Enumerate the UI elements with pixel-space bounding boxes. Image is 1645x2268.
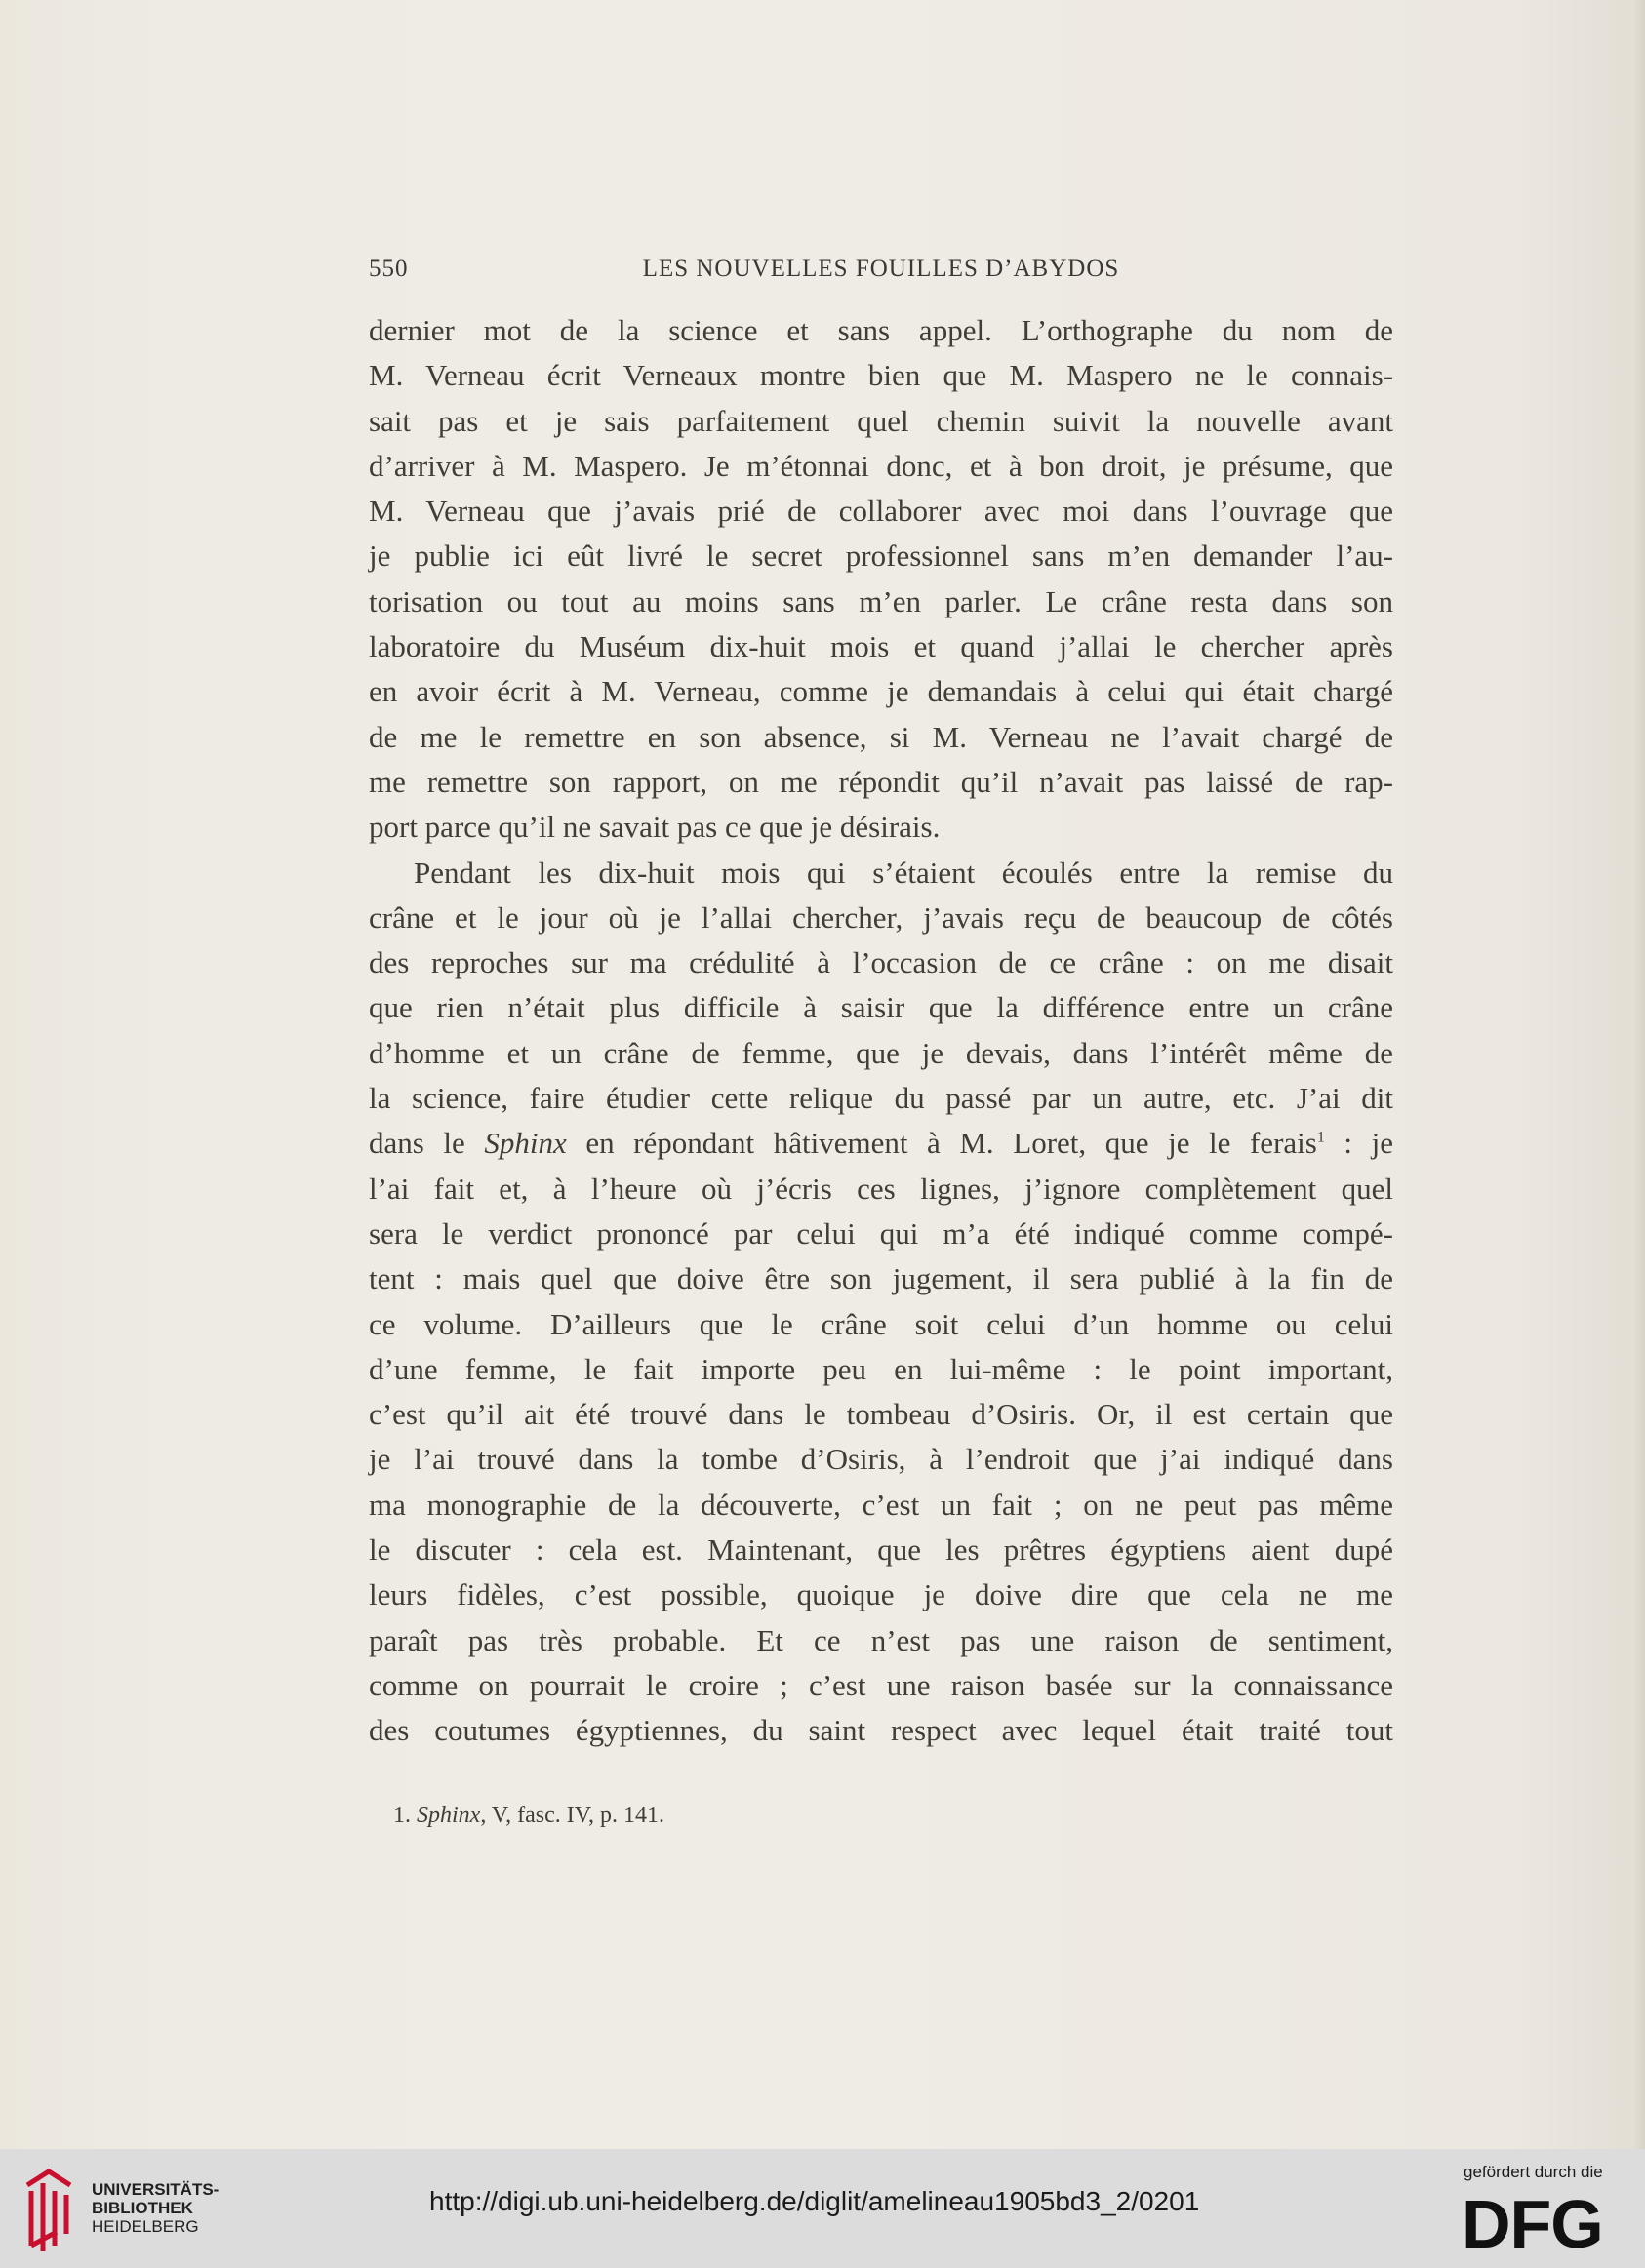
text-line: c’est qu’il ait été trouvé dans le tombeau d’Osiris. Or, il est certain que — [369, 1397, 1393, 1432]
text-line-sphinx — [369, 1121, 1393, 1166]
library-name — [92, 2180, 219, 2236]
page-spine-shadow — [1631, 0, 1645, 2149]
text-line: me remettre son rapport, on me répondit qu’il n’avait pas laissé de rap- — [369, 764, 1393, 799]
funded-by-label: gefördert durch die — [1464, 2163, 1603, 2181]
text-line: sera le verdict prononcé par celui qui m’a été indiqué comme compé- — [369, 1215, 1393, 1251]
text-line: port parce qu’il ne savait pas ce que je désirais. — [369, 810, 941, 845]
footnote-text: , V, fasc. IV, p. 141. — [480, 1803, 664, 1828]
text-line: je publie ici eût livré le secret professionnel sans m’en demander l’au- — [369, 538, 1393, 574]
text-line: ma monographie de la découverte, c’est un fait ; on ne peut pas même — [369, 1487, 1393, 1522]
library-name-line: UNIVERSITÄTS- — [92, 2180, 220, 2199]
text-line: torisation ou tout au moins sans m’en parler. Le crâne resta dans son — [369, 583, 1393, 618]
permalink-url[interactable]: http://digi.ub.uni-heidelberg.de/diglit/amelineau1905bd3_2/0201 — [429, 2186, 1200, 2216]
text-line: leurs fidèles, c’est possible, quoique je doive dire que cela ne me — [369, 1577, 1393, 1612]
page-number: 550 — [369, 256, 409, 282]
text-line: l’ai fait et, à l’heure où j’écris ces lignes, j’ignore complètement quel — [369, 1171, 1393, 1206]
text-fragment: en répondant hâtivement à M. Loret, que je le ferais — [566, 1126, 1317, 1161]
text-line: paraît pas très probable. Et ce n’est pas une raison de sentiment, — [369, 1622, 1393, 1657]
text-line: je l’ai trouvé dans la tombe d’Osiris, à l’endroit que j’ai indiqué dans — [369, 1442, 1393, 1477]
footnote-italic: Sphinx — [417, 1803, 481, 1828]
text-line: la science, faire étudier cette relique du passé par un autre, etc. J’ai dit — [369, 1081, 1393, 1116]
footnote — [393, 1803, 664, 1829]
text-line: en avoir écrit à M. Verneau, comme je demandais à celui qui était chargé — [369, 674, 1393, 709]
text-line: Pendant les dix-huit mois qui s’étaient écoulés entre la remise du — [414, 855, 1393, 890]
digitization-footer — [0, 2149, 1645, 2268]
paragraph-1 — [369, 308, 1393, 851]
running-head — [369, 256, 1393, 287]
dfg-logo: DFG — [1462, 2186, 1603, 2262]
text-line: ce volume. D’ailleurs que le crâne soit celui d’un homme ou celui — [369, 1306, 1393, 1341]
text-fragment: : je — [1324, 1126, 1393, 1161]
text-line: comme on pourrait le croire ; c’est une raison basée sur la connaissance — [369, 1667, 1393, 1702]
text-line: des coutumes égyptiennes, du saint respect avec lequel était traité tout — [369, 1713, 1393, 1748]
library-name-line: BIBLIOTHEK — [92, 2199, 193, 2217]
footnote-number: 1. — [393, 1803, 411, 1828]
text-line: dernier mot de la science et sans appel. L’orthographe du nom de — [369, 313, 1393, 347]
text-fragment: dans le — [369, 1126, 485, 1161]
university-library-logo-icon — [18, 2166, 80, 2253]
text-line: d’une femme, le fait importe peu en lui-même : le point important, — [369, 1351, 1393, 1386]
text-line: d’homme et un crâne de femme, que je devais, dans l’intérêt même de — [369, 1035, 1393, 1070]
running-head-title: LES NOUVELLES FOUILLES D’ABYDOS — [642, 256, 1120, 282]
footnote-reference[interactable]: 1 — [1316, 1130, 1325, 1147]
text-line: que rien n’était plus difficile à saisir que la différence entre un crâne — [369, 990, 1393, 1025]
body-text — [369, 308, 1393, 1754]
text-line: sait pas et je sais parfaitement quel chemin suivit la nouvelle avant — [369, 403, 1393, 438]
text-line: de me le remettre en son absence, si M. Verneau ne l’avait chargé de — [369, 719, 1393, 754]
text-line: M. Verneau écrit Verneaux montre bien que M. Maspero ne le connais- — [369, 358, 1393, 393]
text-line: M. Verneau que j’avais prié de collaborer avec moi dans l’ouvrage que — [369, 494, 1393, 529]
text-line: le discuter : cela est. Maintenant, que les prêtres égyptiens aient dupé — [369, 1532, 1393, 1568]
text-line: d’arriver à M. Maspero. Je m’étonnai donc, et à bon droit, je présume, que — [369, 448, 1393, 483]
italic-title: Sphinx — [484, 1126, 567, 1161]
text-line: crâne et le jour où je l’allai chercher, j’avais reçu de beaucoup de côtés — [369, 899, 1393, 935]
text-line: tent : mais quel que doive être son jugement, il sera publié à la fin de — [369, 1261, 1393, 1296]
paragraph-2 — [369, 851, 1393, 1754]
text-line: laboratoire du Muséum dix-huit mois et quand j’allai le chercher après — [369, 629, 1393, 664]
text-line: des reproches sur ma crédulité à l’occasion de ce crâne : on me disait — [369, 945, 1393, 980]
library-name-line: HEIDELBERG — [92, 2217, 199, 2236]
